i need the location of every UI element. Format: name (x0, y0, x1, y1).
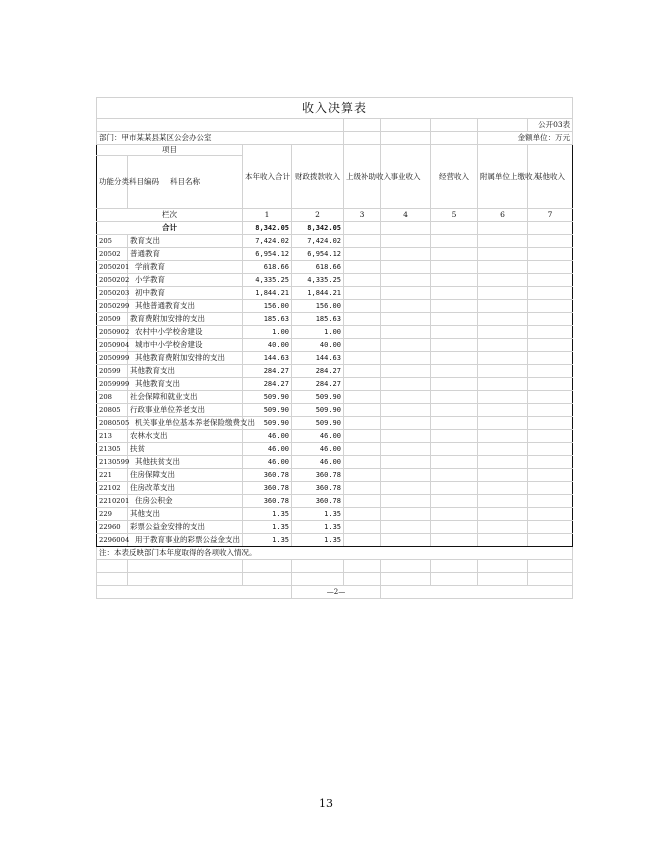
row-col2: 46.00 (292, 430, 344, 443)
table-row (97, 313, 573, 326)
row-col1: 1.00 (243, 326, 292, 339)
row-empty-cell (344, 521, 381, 534)
row-empty-cell (478, 313, 528, 326)
blank-cell (381, 586, 573, 599)
row-code: 2059999 (97, 378, 128, 391)
blank-cell (478, 560, 528, 573)
row-col2: 7,424.02 (292, 235, 344, 248)
amount-unit: 金额单位：万元 (478, 132, 573, 145)
row-empty-cell (344, 365, 381, 378)
table-row (97, 443, 573, 456)
row-code: 2210201 (97, 495, 128, 508)
row-empty-cell (528, 417, 573, 430)
row-empty-cell (381, 313, 431, 326)
row-code: 205 (97, 235, 128, 248)
row-col2: 1.35 (292, 508, 344, 521)
row-name: 教育支出 (128, 235, 243, 248)
blank-cell (381, 573, 431, 586)
row-name: 行政事业单位养老支出 (128, 404, 243, 417)
row-code: 2050904 (97, 339, 128, 352)
row-empty-cell (528, 274, 573, 287)
row-col2: 144.63 (292, 352, 344, 365)
row-empty-cell (478, 274, 528, 287)
page-number: 13 (319, 797, 333, 810)
table-row (97, 300, 573, 313)
row-code: 20599 (97, 365, 128, 378)
row-empty-cell (381, 495, 431, 508)
column-index: 4 (381, 209, 431, 222)
blank-cell (97, 586, 292, 599)
row-empty-cell (528, 482, 573, 495)
row-empty-cell (431, 534, 478, 547)
header-item-group: 项目 (97, 145, 243, 156)
row-empty-cell (344, 508, 381, 521)
header-col6: 附属单位上缴收入 (478, 145, 528, 209)
row-empty-cell (344, 313, 381, 326)
row-empty-cell (478, 339, 528, 352)
row-empty-cell (528, 521, 573, 534)
row-name: 彩票公益金安排的支出 (128, 521, 243, 534)
blank-cell (344, 560, 381, 573)
row-empty-cell (344, 248, 381, 261)
row-col1: 1.35 (243, 508, 292, 521)
blank-cell (292, 560, 344, 573)
row-name: 初中教育 (128, 287, 243, 300)
row-col1: 1.35 (243, 521, 292, 534)
row-empty-cell (431, 326, 478, 339)
row-empty-cell (344, 391, 381, 404)
row-empty-cell (478, 235, 528, 248)
blank-cell (431, 560, 478, 573)
row-col2: 185.63 (292, 313, 344, 326)
row-empty-cell (478, 365, 528, 378)
table-row (97, 430, 573, 443)
row-empty-cell (431, 365, 478, 378)
row-empty-cell (431, 287, 478, 300)
row-name: 住房改革支出 (128, 482, 243, 495)
table-row (97, 287, 573, 300)
table-row (97, 339, 573, 352)
table-row (97, 521, 573, 534)
row-empty-cell (381, 352, 431, 365)
row-empty-cell (478, 287, 528, 300)
row-code: 2130599 (97, 456, 128, 469)
row-empty-cell (528, 378, 573, 391)
row-empty-cell (478, 430, 528, 443)
header-code: 功能分类科目编码 (97, 156, 128, 209)
row-code: 22960 (97, 521, 128, 534)
row-col2: 509.90 (292, 417, 344, 430)
row-col1: 284.27 (243, 378, 292, 391)
blank-cell (292, 573, 344, 586)
row-empty-cell (344, 430, 381, 443)
row-col1: 1,844.21 (243, 287, 292, 300)
table-row (97, 274, 573, 287)
row-col2: 360.78 (292, 469, 344, 482)
row-name: 用于教育事业的彩票公益金支出 (128, 534, 243, 547)
column-index: 7 (528, 209, 573, 222)
table-row (97, 248, 573, 261)
total-col1: 8,342.05 (243, 222, 292, 235)
row-col2: 1.00 (292, 326, 344, 339)
row-empty-cell (431, 248, 478, 261)
row-empty-cell (478, 508, 528, 521)
row-empty-cell (528, 508, 573, 521)
row-empty-cell (478, 261, 528, 274)
row-empty-cell (344, 339, 381, 352)
row-empty-cell (478, 248, 528, 261)
row-empty-cell (381, 339, 431, 352)
table-row (97, 404, 573, 417)
row-col1: 46.00 (243, 430, 292, 443)
row-empty-cell (344, 482, 381, 495)
row-code: 208 (97, 391, 128, 404)
row-col2: 6,954.12 (292, 248, 344, 261)
row-empty-cell (431, 417, 478, 430)
row-empty-cell (478, 443, 528, 456)
table-row (97, 235, 573, 248)
table-row (97, 508, 573, 521)
row-col1: 1.35 (243, 534, 292, 547)
row-empty-cell (431, 456, 478, 469)
row-empty-cell (381, 287, 431, 300)
row-empty-cell (431, 495, 478, 508)
blank-cell (243, 560, 292, 573)
row-name: 其他教育支出 (128, 378, 243, 391)
row-code: 2050299 (97, 300, 128, 313)
row-empty-cell (528, 443, 573, 456)
row-empty-cell (431, 339, 478, 352)
row-empty-cell (381, 443, 431, 456)
row-empty-cell (344, 261, 381, 274)
unit-name: 部门：甲市某某县某区公会办公室 (97, 132, 344, 145)
row-empty-cell (528, 456, 573, 469)
row-empty-cell (478, 326, 528, 339)
row-empty-cell (381, 378, 431, 391)
row-empty-cell (528, 391, 573, 404)
row-col1: 509.90 (243, 391, 292, 404)
header-col3: 上级补助收入 (344, 145, 381, 209)
row-empty-cell (478, 300, 528, 313)
row-empty-cell (478, 391, 528, 404)
row-name: 其他普通教育支出 (128, 300, 243, 313)
blank-cell (243, 573, 292, 586)
row-empty-cell (344, 404, 381, 417)
row-col2: 46.00 (292, 456, 344, 469)
table-row (97, 365, 573, 378)
row-empty-cell (431, 261, 478, 274)
row-col2: 284.27 (292, 378, 344, 391)
table-row (97, 391, 573, 404)
row-empty-cell (528, 235, 573, 248)
row-code: 20509 (97, 313, 128, 326)
row-empty-cell (528, 404, 573, 417)
blank-cell (478, 573, 528, 586)
row-col1: 360.78 (243, 469, 292, 482)
table-row (97, 378, 573, 391)
row-col2: 156.00 (292, 300, 344, 313)
row-col2: 4,335.25 (292, 274, 344, 287)
row-empty-cell (431, 274, 478, 287)
row-code: 2080505 (97, 417, 128, 430)
row-col2: 1,844.21 (292, 287, 344, 300)
row-col1: 46.00 (243, 456, 292, 469)
row-col1: 46.00 (243, 443, 292, 456)
form-code: 公开03表 (528, 119, 573, 132)
table-row (97, 495, 573, 508)
row-empty-cell (431, 521, 478, 534)
table-row (97, 534, 573, 547)
row-empty-cell (528, 352, 573, 365)
row-empty-cell (478, 378, 528, 391)
table-row (97, 352, 573, 365)
row-name: 农村中小学校舍建设 (128, 326, 243, 339)
table-row (97, 417, 573, 430)
row-empty-cell (381, 430, 431, 443)
row-code: 213 (97, 430, 128, 443)
column-index: 2 (292, 209, 344, 222)
row-name: 教育费附加安排的支出 (128, 313, 243, 326)
row-name: 扶贫 (128, 443, 243, 456)
total-col2: 8,342.05 (292, 222, 344, 235)
header-col2: 财政拨款收入 (292, 145, 344, 209)
row-empty-cell (528, 248, 573, 261)
row-empty-cell (381, 417, 431, 430)
row-col1: 40.00 (243, 339, 292, 352)
row-empty-cell (381, 300, 431, 313)
row-empty-cell (431, 378, 478, 391)
row-empty-cell (344, 443, 381, 456)
row-empty-cell (381, 261, 431, 274)
row-col1: 618.66 (243, 261, 292, 274)
row-empty-cell (381, 508, 431, 521)
row-name: 普通教育 (128, 248, 243, 261)
row-code: 20502 (97, 248, 128, 261)
row-col2: 509.90 (292, 404, 344, 417)
row-empty-cell (528, 339, 573, 352)
row-col2: 618.66 (292, 261, 344, 274)
row-code: 22102 (97, 482, 128, 495)
row-name: 机关事业单位基本养老保险缴费支出 (128, 417, 243, 430)
row-name: 小学教育 (128, 274, 243, 287)
row-empty-cell (381, 521, 431, 534)
row-col1: 284.27 (243, 365, 292, 378)
row-name: 其他支出 (128, 508, 243, 521)
column-index: 5 (431, 209, 478, 222)
row-empty-cell (381, 456, 431, 469)
row-name: 其他扶贫支出 (128, 456, 243, 469)
row-empty-cell (381, 248, 431, 261)
row-col1: 7,424.02 (243, 235, 292, 248)
row-col1: 144.63 (243, 352, 292, 365)
row-col1: 509.90 (243, 417, 292, 430)
row-name: 住房保障支出 (128, 469, 243, 482)
row-empty-cell (478, 469, 528, 482)
row-empty-cell (431, 391, 478, 404)
row-empty-cell (528, 313, 573, 326)
row-col1: 156.00 (243, 300, 292, 313)
row-empty-cell (344, 287, 381, 300)
row-empty-cell (344, 456, 381, 469)
row-empty-cell (381, 391, 431, 404)
blank-cell (128, 573, 243, 586)
row-code: 21305 (97, 443, 128, 456)
row-col1: 185.63 (243, 313, 292, 326)
header-col4: 事业收入 (381, 145, 431, 209)
row-empty-cell (431, 469, 478, 482)
blank-cell (431, 573, 478, 586)
row-empty-cell (528, 365, 573, 378)
row-code: 2050201 (97, 261, 128, 274)
row-empty-cell (344, 235, 381, 248)
row-empty-cell (344, 300, 381, 313)
row-empty-cell (528, 430, 573, 443)
row-name: 社会保障和就业支出 (128, 391, 243, 404)
row-col2: 360.78 (292, 482, 344, 495)
row-empty-cell (344, 534, 381, 547)
row-empty-cell (431, 430, 478, 443)
row-col1: 6,954.12 (243, 248, 292, 261)
header-col1: 本年收入合计 (243, 145, 292, 209)
row-empty-cell (478, 456, 528, 469)
row-code: 2296004 (97, 534, 128, 547)
column-index: 3 (344, 209, 381, 222)
row-empty-cell (344, 274, 381, 287)
row-code: 229 (97, 508, 128, 521)
table-row (97, 469, 573, 482)
row-code: 2050203 (97, 287, 128, 300)
row-col2: 46.00 (292, 443, 344, 456)
row-col1: 509.90 (243, 404, 292, 417)
row-empty-cell (528, 300, 573, 313)
row-empty-cell (478, 352, 528, 365)
row-name: 其他教育费附加安排的支出 (128, 352, 243, 365)
row-empty-cell (344, 417, 381, 430)
row-empty-cell (478, 534, 528, 547)
row-empty-cell (431, 482, 478, 495)
row-empty-cell (381, 534, 431, 547)
row-empty-cell (344, 352, 381, 365)
row-code: 2050902 (97, 326, 128, 339)
row-empty-cell (528, 261, 573, 274)
row-col2: 360.78 (292, 495, 344, 508)
column-index: 1 (243, 209, 292, 222)
table-title: 收入决算表 (97, 98, 573, 119)
row-col1: 360.78 (243, 482, 292, 495)
row-col2: 509.90 (292, 391, 344, 404)
row-col2: 1.35 (292, 534, 344, 547)
sheet-footer: —2— (292, 586, 381, 599)
row-empty-cell (381, 274, 431, 287)
income-table-sheet (96, 97, 572, 599)
row-empty-cell (431, 235, 478, 248)
row-empty-cell (431, 352, 478, 365)
blank-cell (381, 560, 431, 573)
row-name: 农林水支出 (128, 430, 243, 443)
row-empty-cell (431, 300, 478, 313)
row-empty-cell (478, 417, 528, 430)
row-name: 住房公积金 (128, 495, 243, 508)
blank-cell (528, 560, 573, 573)
row-code: 221 (97, 469, 128, 482)
row-code: 2050999 (97, 352, 128, 365)
blank-cell (97, 573, 128, 586)
table-row (97, 326, 573, 339)
table-row (97, 261, 573, 274)
table-row (97, 456, 573, 469)
row-col2: 284.27 (292, 365, 344, 378)
row-name: 学前教育 (128, 261, 243, 274)
row-empty-cell (478, 404, 528, 417)
row-name: 城市中小学校舍建设 (128, 339, 243, 352)
row-empty-cell (431, 404, 478, 417)
blank-cell (128, 560, 243, 573)
total-label: 合计 (97, 222, 243, 235)
row-empty-cell (528, 495, 573, 508)
blank-cell (97, 560, 128, 573)
row-col1: 360.78 (243, 495, 292, 508)
row-col1: 4,335.25 (243, 274, 292, 287)
row-empty-cell (381, 326, 431, 339)
row-empty-cell (344, 326, 381, 339)
income-table (96, 97, 573, 599)
row-empty-cell (478, 495, 528, 508)
row-col2: 1.35 (292, 521, 344, 534)
row-empty-cell (431, 313, 478, 326)
blank-cell (344, 573, 381, 586)
row-code: 2050202 (97, 274, 128, 287)
row-empty-cell (431, 508, 478, 521)
header-col5: 经营收入 (431, 145, 478, 209)
row-empty-cell (381, 482, 431, 495)
header-name: 科目名称 (128, 156, 243, 209)
row-empty-cell (381, 365, 431, 378)
row-empty-cell (344, 378, 381, 391)
row-col2: 40.00 (292, 339, 344, 352)
row-empty-cell (478, 521, 528, 534)
row-empty-cell (344, 495, 381, 508)
header-col7: 其他收入 (528, 145, 573, 209)
table-row (97, 482, 573, 495)
row-name: 其他教育支出 (128, 365, 243, 378)
column-index: 6 (478, 209, 528, 222)
row-empty-cell (381, 235, 431, 248)
row-empty-cell (528, 326, 573, 339)
row-empty-cell (528, 469, 573, 482)
row-code: 20805 (97, 404, 128, 417)
row-empty-cell (381, 404, 431, 417)
row-empty-cell (478, 482, 528, 495)
row-empty-cell (381, 469, 431, 482)
row-empty-cell (528, 534, 573, 547)
row-empty-cell (431, 443, 478, 456)
row-empty-cell (344, 469, 381, 482)
table-note: 注：本表反映部门本年度取得的各项收入情况。 (97, 547, 573, 560)
row-empty-cell (528, 287, 573, 300)
blank-cell (528, 573, 573, 586)
column-index-label: 栏次 (97, 209, 243, 222)
